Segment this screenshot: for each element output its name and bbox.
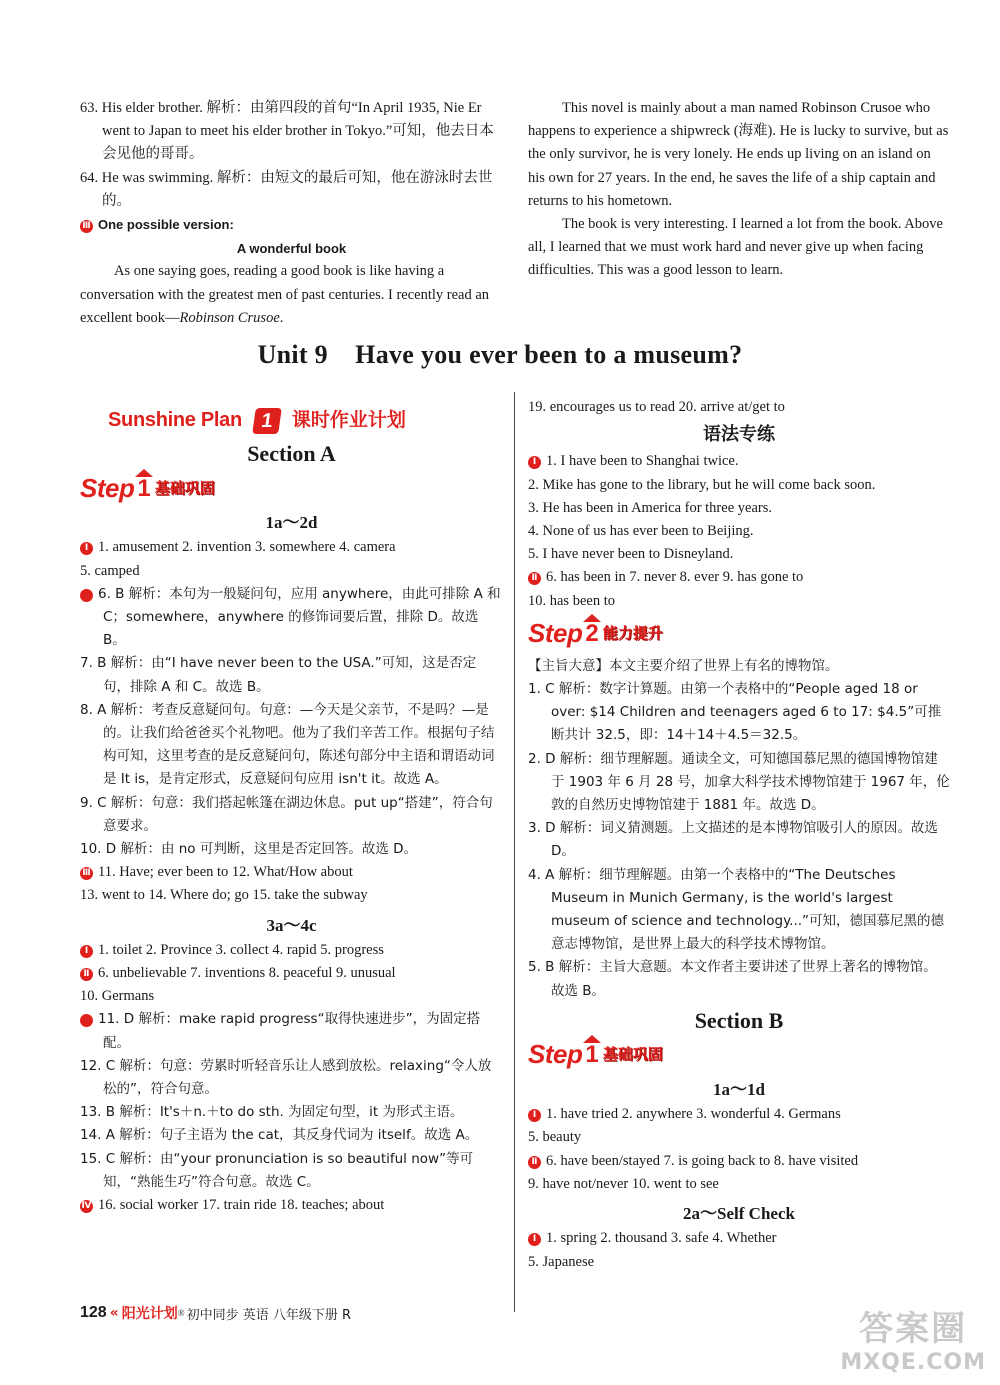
roman-badge: Ⅳ (81, 1201, 92, 1212)
answer-text: 16. social worker 17. train ride 18. teaches; about (98, 1197, 385, 1214)
answer-line: 10. has been to (528, 592, 615, 609)
answer-15 (80, 1148, 503, 1194)
roman-badge: Ⅲ (80, 220, 93, 233)
essay-p1-text: As one saying goes, reading a good book is like having a conversation with the greatest men of past centuries. I recently read an excellent book— (80, 263, 490, 326)
watermark (840, 1301, 986, 1375)
roman-badge: Ⅰ (528, 1109, 541, 1122)
answer-line (80, 1194, 503, 1217)
step-1-banner (80, 471, 503, 505)
answer-text: 7. B 解析：由“I have never been to the USA.”可知，这是否定句，排除 A 和 C。故选 B。 (80, 655, 477, 695)
answer-6 (72, 583, 503, 653)
essay-p1-end: . (279, 309, 284, 326)
sunshine-plan-subtitle: 课时作业计划 (291, 409, 406, 432)
right-column (528, 396, 950, 1274)
answer-line: 13. went to 14. Where do; go 15. take the subway (80, 887, 368, 904)
answer-9 (80, 792, 503, 838)
roman-badge: Ⅰ (528, 456, 541, 469)
answer-line: 10. Germans (80, 988, 155, 1005)
answer-text: 14. A 解析：句子主语为 the cat，其反身代词为 itself。故选 A。 (80, 1127, 479, 1144)
section-a-heading: Section A (247, 441, 336, 466)
registered-mark: ® (177, 1308, 185, 1318)
answer-line (528, 1150, 950, 1173)
reading-answer-5: 5. B 解析：主旨大意题。本文作者主要讲述了世界上著名的博物馆。故选 B。 (528, 959, 937, 999)
page-footer (80, 1303, 351, 1323)
answer-line: 3. He has been in America for three years. (528, 499, 772, 516)
answer-text: 12. C 解析：句意：劳累时听轻音乐让人感到放松。relaxing“令人放松的”，符合句意。 (80, 1057, 492, 1098)
answer-64: 64. He was swimming. 解析：由短文的最后可知，他在游泳时去世的。 (80, 169, 493, 209)
step-number: 1 (585, 1041, 599, 1069)
book-info: 初中同步 英语 八年级下册 R (186, 1307, 352, 1323)
answer-text: 1. I have been to Shanghai twice. (546, 453, 739, 470)
answer-line: 5. camped (80, 562, 140, 579)
step-label: Step (528, 618, 583, 649)
version-label-line (80, 213, 503, 237)
answer-line: 19. encourages us to read 20. arrive at/get to (528, 399, 785, 415)
answer-line (80, 861, 503, 884)
answer-14 (80, 1124, 503, 1147)
answer-text: 1. have tried 2. anywhere 3. wonderful 4. Germans (546, 1106, 841, 1123)
answer-7 (80, 652, 503, 698)
answer-line: 9. have not/never 10. went to see (528, 1175, 719, 1192)
left-column (70, 398, 503, 1217)
subsection-1a-2d: 1a～2d (265, 513, 318, 533)
brand-name: 阳光计划 (121, 1306, 178, 1322)
answer-text: 1. toilet 2. Province 3. collect 4. rapid 5. progress (98, 941, 384, 958)
step-subtitle: 能力提升 (602, 624, 663, 643)
answer-text: 6. unbelievable 7. inventions 8. peaceful 9. unusual (98, 965, 396, 982)
double-chevron-icon: « (109, 1305, 119, 1321)
step-number: 1 (137, 474, 151, 502)
answer-text: 1. amusement 2. invention 3. somewhere 4. camera (98, 539, 396, 556)
answer-text: 1. spring 2. thousand 3. safe 4. Whether (546, 1230, 777, 1247)
answer-text: 8. A 解析：考查反意疑问句。句意：—今天是父亲节，不是吗？—是的。让我们给爸爸买个礼物吧。他为了我们辛苦工作。根据句子结构可知，这里考查的是反意疑问句，陈述句部分中主语和谓语动词是 It is，是肯定形式，反意疑问句应用 isn't it。故选 A。 (80, 701, 495, 788)
answer-line: 5. beauty (528, 1129, 582, 1146)
roman-badge: Ⅱ (528, 572, 541, 585)
essay-paragraph-1 (80, 260, 503, 330)
book-title: Robinson Crusoe (179, 309, 280, 326)
reading-answer-2: 2. D 解析：细节理解题。通读全文，可知德国慕尼黑的德国博物馆建于 1903 年 6 月 28 号，加拿大科学技术博物馆建于 1967 年，伦敦的自然历史博物馆建于 1881 年。故选 D。 (528, 750, 950, 814)
answer-line (80, 939, 503, 962)
step-1-banner-b (528, 1038, 950, 1072)
roman-badge: Ⅱ (80, 589, 93, 602)
answer-line (528, 566, 950, 589)
roman-badge: Ⅰ (80, 542, 93, 555)
sunshine-plan-number: 1 (252, 408, 282, 434)
roman-badge: Ⅲ (80, 867, 93, 880)
answer-text: 15. C 解析：由“your pronunciation is so beautiful now”等可知，“熟能生巧”符合句意。故选 C。 (80, 1150, 474, 1190)
roman-badge: Ⅱ (80, 968, 93, 981)
answer-line (528, 1227, 950, 1250)
top-right-column (528, 97, 950, 283)
answer-8 (80, 699, 503, 792)
watermark-logo: 答案圈 (859, 1309, 968, 1349)
subsection-3a-4c: 3a～4c (266, 915, 317, 935)
main-idea: 【主旨大意】本文主要介绍了世界上有名的博物馆。 (528, 657, 839, 674)
top-left-column (80, 97, 503, 330)
reading-answer-3: 3. D 解析：词义猜测题。上文描述的是本博物馆吸引人的原因。故选 D。 (528, 820, 938, 860)
answer-line (80, 536, 503, 559)
answer-line (528, 1103, 950, 1126)
answer-text: 6. have been/stayed 7. is going back to 8. have visited (546, 1152, 859, 1169)
answer-line: 4. None of us has ever been to Beijing. (528, 523, 754, 540)
subsection-2a-self-check: 2a～Self Check (683, 1204, 795, 1224)
answer-line (528, 450, 950, 473)
answer-text: 11. D 解析：make rapid progress“取得快速进步”，为固定搭配。 (98, 1011, 481, 1051)
step-2-banner (528, 617, 950, 651)
page-number: 128 (80, 1304, 107, 1321)
answer-63: 63. His elder brother. 解析：由第四段的首句“In April 1935, Nie Er went to Japan to meet his elder brother in Tokyo.”可知，他去日本会见他的哥哥。 (80, 100, 494, 163)
answer-13 (80, 1101, 503, 1124)
answer-line: 2. Mike has gone to the library, but he will come back soon. (528, 476, 876, 493)
answer-text: 10. D 解析：由 no 可判断，这里是否定回答。故选 D。 (80, 841, 418, 858)
version-label: One possible version: (98, 217, 234, 233)
step-label: Step (80, 472, 135, 503)
essay-paragraph-3: The book is very interesting. I learned a lot from the book. Above all, I learned that we must work hard and never give up when facing difficulties. This was a good lesson to learn. (528, 216, 943, 279)
sunshine-plan-label: Sunshine Plan (108, 409, 242, 432)
roman-badge: Ⅲ (80, 1014, 93, 1027)
step-label: Step (528, 1039, 583, 1070)
subsection-1a-1d: 1a～1d (713, 1080, 765, 1100)
answer-text: 13. B 解析：It's＋n.＋to do sth. 为固定句型，it 为形式主语。 (80, 1104, 464, 1121)
answer-text: 11. Have; ever been to 12. What/How about (98, 864, 353, 881)
essay-paragraph-2: This novel is mainly about a man named Robinson Crusoe who happens to experience a shipwreck (海难). He is lucky to survive, but as the only survivor, he is very lonely. He ends up living on an island on his own for 27 years. In the end, he saves the life of a ship captain and returns to his hometown. (528, 100, 949, 209)
answer-12 (80, 1055, 503, 1101)
answer-10 (80, 838, 503, 861)
essay-title: A wonderful book (236, 241, 347, 257)
unit-title: Unit 9 Have you ever been to a museum? (257, 340, 743, 369)
reading-answer-4: 4. A 解析：细节理解题。由第一个表格中的“The Deutsches Museum in Munich Germany, is the world's largest museum of science and technology...”可知，德国慕尼黑的德意志博物馆，是世界上最大的科学技术博物馆。 (528, 866, 945, 953)
answer-text: 6. B 解析：本句为一般疑问句，应用 anywhere，由此可排除 A 和 C；somewhere，anywhere 的修饰词要后置，排除 D。故选 B。 (98, 585, 501, 649)
answer-text: 9. C 解析：句意：我们搭起帐篷在湖边休息。put up“搭建”，符合句意要求。 (80, 794, 493, 834)
step-subtitle: 基础巩固 (154, 478, 215, 497)
reading-answer-1: 1. C 解析：数字计算题。由第一个表格中的“People aged 18 or over: $14 Children and teenagers aged 6 to 17: $4.5”可推断共计 32.5，即：14＋14＋4.5＝32.5。 (528, 681, 942, 744)
sunshine-plan-banner (108, 406, 503, 436)
roman-badge: Ⅰ (80, 945, 93, 958)
answer-text: 6. has been in 7. never 8. ever 9. has gone to (546, 569, 804, 586)
section-b-heading: Section B (694, 1007, 784, 1033)
watermark-url: MXQE.COM (840, 1350, 986, 1375)
answer-line (80, 962, 503, 985)
column-divider (514, 392, 515, 1312)
answer-line: 5. I have never been to Disneyland. (528, 546, 734, 563)
step-subtitle: 基础巩固 (602, 1045, 663, 1064)
step-number: 2 (585, 620, 599, 648)
roman-badge: Ⅱ (528, 1156, 541, 1169)
answer-11 (70, 1008, 503, 1054)
grammar-practice-heading: 语法专练 (703, 424, 775, 446)
answer-line: 5. Japanese (528, 1253, 595, 1270)
roman-badge: Ⅰ (528, 1233, 541, 1246)
